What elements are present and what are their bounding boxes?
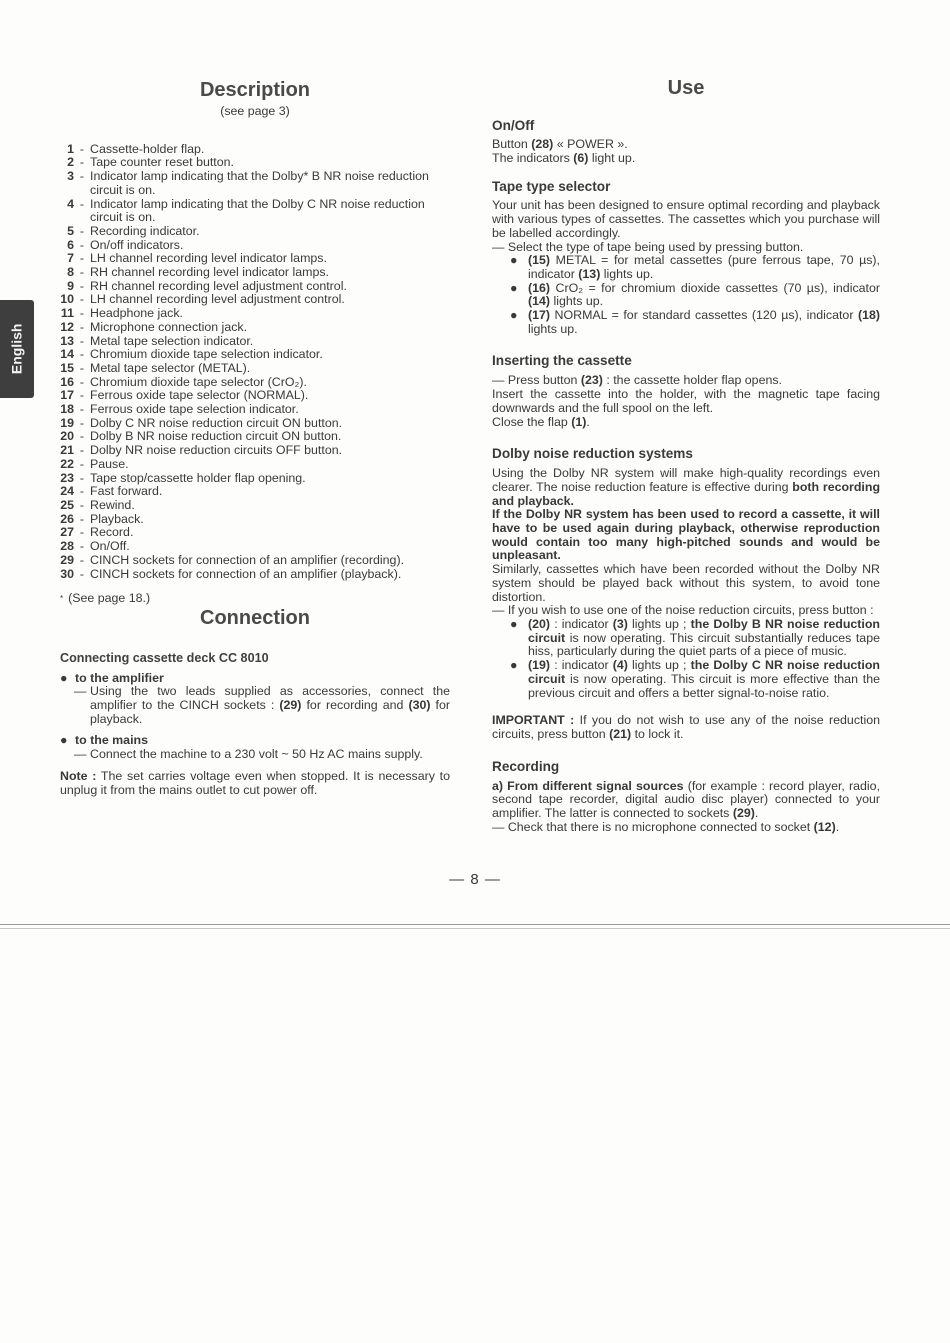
item-number: 6	[67, 237, 74, 252]
item-number: 4	[67, 196, 74, 211]
description-item	[60, 430, 450, 444]
item-text: RH channel recording level adjustment control.	[90, 278, 347, 293]
dolby-p1a: Using the Dolby NR system will make high-quality recordings even clearer. The noise reduction feature is effective during	[492, 466, 880, 494]
description-item	[60, 321, 450, 335]
dolby-important	[492, 714, 880, 741]
item-number: 1	[67, 141, 74, 156]
item-text: Fast forward.	[90, 484, 163, 499]
item-separator: -	[79, 169, 85, 184]
left-column	[60, 78, 450, 797]
page-number: — 8 —	[449, 871, 501, 888]
footnote	[60, 592, 450, 606]
item-separator: -	[79, 470, 85, 485]
bullet-icon: ●	[510, 616, 518, 631]
tape-b1d: lights up.	[600, 266, 654, 281]
use-title: Use	[667, 77, 705, 99]
item-text: Dolby NR noise reduction circuits OFF button.	[90, 443, 343, 458]
item-text: Pause.	[90, 456, 129, 471]
description-item	[60, 362, 450, 376]
item-text: On/off indicators.	[90, 237, 184, 252]
description-item	[60, 568, 450, 582]
dolby-title: Dolby noise reduction systems	[492, 446, 693, 462]
item-separator: -	[79, 251, 85, 266]
onoff-l1b: (28)	[531, 137, 554, 151]
item-text: Tape counter reset button.	[90, 155, 234, 170]
item-text: Headphone jack.	[90, 306, 183, 321]
item-separator: -	[79, 237, 85, 252]
recording-check: — Check that there is no microphone connected to socket (12).	[492, 819, 840, 834]
item-text: Rewind.	[90, 497, 135, 512]
important-a: If you do not wish to use any of the noise reduction circuits, press button	[492, 713, 880, 741]
tape-b1c: (13)	[578, 266, 601, 281]
onoff-title: On/Off	[492, 118, 535, 133]
amplifier-heading-text: to the amplifier	[75, 670, 164, 685]
description-item	[60, 170, 450, 197]
item-number: 19	[60, 415, 74, 430]
tape-b3d: lights up.	[528, 321, 578, 336]
tape-b2b: CrO₂ = for chromium dioxide cassettes (70 µs), indicator	[550, 280, 880, 295]
insert-l1b: (23)	[580, 373, 603, 388]
important-b: (21)	[609, 726, 632, 741]
item-separator: -	[79, 292, 85, 307]
item-separator: -	[79, 566, 85, 581]
item-text: Metal tape selector (METAL).	[90, 360, 251, 375]
amp-text-1: Using the two leads supplied as accessories, connect the amplifier to the CINCH sockets :	[90, 684, 450, 713]
item-separator: -	[79, 456, 85, 471]
item-number: 12	[60, 319, 74, 334]
item-separator: -	[79, 511, 85, 526]
item-text: Record.	[90, 525, 134, 540]
item-number: 29	[60, 552, 74, 567]
insert-l3b: (1)	[571, 414, 587, 429]
item-number: 20	[60, 429, 74, 444]
dolby-b1a: (20)	[528, 616, 551, 631]
item-number: 9	[67, 278, 74, 293]
item-separator: -	[79, 374, 85, 389]
onoff-line-1	[492, 138, 880, 152]
item-number: 2	[67, 155, 74, 170]
description-item	[60, 417, 450, 431]
bullet-icon: ●	[510, 658, 518, 673]
insert-l3a: Close the flap	[492, 414, 572, 429]
description-item	[60, 376, 450, 390]
dash-icon: —	[74, 747, 87, 762]
item-separator: -	[79, 443, 85, 458]
connection-title: Connection	[200, 606, 310, 629]
item-separator: -	[79, 155, 85, 170]
tape-b1a: (15)	[528, 253, 551, 268]
description-item	[60, 348, 450, 362]
item-text: On/Off.	[90, 539, 130, 554]
description-item	[60, 554, 450, 568]
dolby-b-option	[492, 618, 880, 659]
language-tab-label: English	[8, 323, 25, 375]
dolby-p4-text: If you wish to use one of the noise reduction circuits, press button :	[507, 603, 874, 618]
connection-subtitle: Connecting cassette deck CC 8010	[60, 650, 269, 665]
mains-heading-text: to the mains	[75, 733, 148, 748]
item-text: Ferrous oxide tape selection indicator.	[90, 402, 299, 417]
item-text: CINCH sockets for connection of an amplifier (playback).	[90, 566, 402, 581]
recording-check-a: Check that there is no microphone connected to socket	[507, 819, 814, 834]
amplifier-heading	[60, 672, 450, 686]
onoff-l2a: The indicators	[492, 150, 574, 165]
item-number: 22	[60, 456, 74, 471]
description-item	[60, 472, 450, 486]
dolby-b1c: (3)	[612, 616, 628, 631]
recording-sources	[492, 780, 880, 821]
item-separator: -	[79, 429, 85, 444]
amp-text-2: for recording and	[301, 698, 409, 713]
dolby-b1b: : indicator	[550, 616, 613, 631]
recording-a-label: a) From different signal sources	[492, 778, 684, 793]
item-text: Playback.	[90, 511, 144, 526]
insert-l3c: .	[586, 414, 590, 429]
item-separator: -	[79, 402, 85, 417]
item-text: Indicator lamp indicating that the Dolby* B NR noise reduction circuit is on.	[90, 169, 429, 197]
item-number: 21	[60, 443, 74, 458]
dolby-b2b: : indicator	[550, 658, 613, 673]
dolby-p1b: both recording and playback.	[492, 479, 881, 508]
dolby-b2c: (4)	[612, 658, 628, 673]
description-subtitle: (see page 3)	[220, 104, 290, 118]
description-item	[60, 403, 450, 417]
dolby-b2f: is now operating. This circuit is more effective than the previous circuit and offers a better signal-to-noise ratio.	[528, 671, 880, 700]
item-number: 15	[60, 360, 74, 375]
description-title: Description	[199, 79, 311, 101]
item-text: Ferrous oxide tape selector (NORMAL).	[90, 388, 309, 403]
onoff-line-2	[492, 152, 880, 166]
mains-heading	[60, 734, 450, 748]
description-item	[60, 389, 450, 403]
insert-step-2: Insert the cassette into the holder, with the magnetic tape facing downwards and the full spool on the left.	[492, 387, 880, 415]
item-number: 27	[60, 525, 74, 540]
description-item	[60, 239, 450, 253]
dolby-b1d: lights up ;	[627, 616, 691, 631]
dolby-p2: If the Dolby NR system has been used to record a cassette, it will have to be used again during playback, otherwise reproduction would contain too many high-pitched sounds and would be unpleasant.	[492, 507, 880, 563]
item-separator: -	[79, 552, 85, 567]
tape-option-cro2	[492, 282, 880, 309]
description-item	[60, 540, 450, 554]
insert-l1c: : the cassette holder flap opens.	[602, 373, 782, 388]
item-separator: -	[79, 360, 85, 375]
item-text: Dolby B NR noise reduction circuit ON button.	[90, 429, 342, 444]
amplifier-instruction	[60, 685, 450, 726]
insert-step-3	[492, 416, 880, 430]
item-number: 23	[60, 470, 74, 485]
item-text: Metal tape selection indicator.	[90, 333, 254, 348]
item-number: 5	[67, 223, 74, 238]
item-number: 8	[67, 265, 74, 280]
item-text: Dolby C NR noise reduction circuit ON button.	[90, 415, 343, 430]
bullet-icon: ●	[60, 670, 68, 685]
item-text: Chromium dioxide tape selector (CrO₂).	[90, 374, 307, 389]
item-separator: -	[79, 415, 85, 430]
insert-l1a: Press button	[507, 373, 581, 388]
item-number: 10	[60, 292, 74, 307]
item-separator: -	[79, 539, 85, 554]
item-separator: -	[79, 525, 85, 540]
description-item	[60, 225, 450, 239]
item-text: Cassette-holder flap.	[90, 141, 205, 156]
item-number: 30	[60, 566, 74, 581]
item-number: 3	[67, 169, 74, 184]
page-edge-rule-2	[0, 928, 950, 929]
item-number: 17	[60, 388, 74, 403]
important-label: IMPORTANT :	[492, 713, 575, 728]
description-item	[60, 335, 450, 349]
tape-b3b: NORMAL = for standard cassettes (120 µs), indicator	[550, 308, 858, 323]
tape-b2a: (16)	[528, 280, 551, 295]
onoff-l1a: Button	[492, 137, 532, 151]
dash-icon: —	[74, 684, 87, 699]
bullet-icon: ●	[60, 733, 68, 748]
dolby-b2d: lights up ;	[627, 658, 691, 673]
item-text: Microphone connection jack.	[90, 319, 248, 334]
amp-num-2: (30)	[408, 698, 431, 713]
item-separator: -	[79, 388, 85, 403]
footnote-text: (See page 18.)	[68, 591, 151, 606]
description-item	[60, 156, 450, 170]
item-number: 7	[67, 251, 74, 266]
description-item	[60, 198, 450, 225]
bullet-icon: ●	[510, 308, 518, 323]
item-text: RH channel recording level indicator lamps.	[90, 265, 329, 280]
description-item	[60, 252, 450, 266]
tape-b2c: (14)	[528, 294, 551, 309]
item-separator: -	[79, 141, 85, 156]
item-number: 24	[60, 484, 74, 499]
tape-b3c: (18)	[857, 308, 880, 323]
onoff-l1c: « POWER ».	[553, 137, 628, 151]
recording-a-end: .	[754, 806, 759, 821]
item-text: Chromium dioxide tape selection indicator.	[90, 347, 323, 362]
insert-step-1: — Press button (23) : the cassette holder flap opens.	[492, 373, 782, 388]
recording-check-c: .	[835, 819, 840, 834]
tape-select-text: Select the type of tape being used by pressing button.	[507, 239, 804, 254]
item-text: Indicator lamp indicating that the Dolby C NR noise reduction circuit is on.	[90, 196, 425, 225]
item-number: 25	[60, 497, 74, 512]
page-edge-rule	[0, 924, 950, 925]
onoff-l2b: (6)	[573, 150, 589, 165]
description-item	[60, 485, 450, 499]
description-item	[60, 444, 450, 458]
mains-instruction	[60, 748, 450, 762]
tape-option-normal	[492, 309, 880, 336]
amp-text-3: for playback.	[90, 698, 451, 726]
dolby-b2e: the Dolby C NR noise reduction circuit	[528, 658, 880, 686]
dolby-b1f: is now operating. This circuit substantially reduces tape hiss, particularly during the quiet parts of a piece of music.	[528, 630, 880, 659]
description-item	[60, 499, 450, 513]
item-number: 26	[60, 511, 74, 526]
bullet-icon: ●	[510, 253, 518, 268]
dolby-p3: Similarly, cassettes which have been recorded without the Dolby NR system should be played back without this system, to avoid tone distortion.	[492, 562, 880, 604]
tape-b1b: METAL = for metal cassettes (pure ferrous tape, 70 µs), indicator	[528, 253, 880, 281]
description-list	[60, 143, 450, 582]
item-text: Tape stop/cassette holder flap opening.	[90, 470, 306, 485]
note-label: Note :	[60, 768, 97, 783]
recording-check-b: (12)	[813, 819, 836, 834]
item-separator: -	[79, 196, 85, 211]
tape-title: Tape type selector	[492, 179, 611, 195]
item-text: Recording indicator.	[90, 223, 200, 238]
description-item	[60, 307, 450, 321]
dolby-p4: — If you wish to use one of the noise reduction circuits, press button :	[492, 603, 874, 618]
item-number: 14	[60, 347, 74, 362]
tape-select: — Select the type of tape being used by pressing button.	[492, 239, 804, 254]
description-item	[60, 293, 450, 307]
item-text: LH channel recording level adjustment control.	[90, 292, 345, 307]
dolby-c-option	[492, 659, 880, 700]
description-item	[60, 526, 450, 540]
item-separator: -	[79, 319, 85, 334]
item-separator: -	[79, 278, 85, 293]
item-text: CINCH sockets for connection of an amplifier (recording).	[90, 552, 405, 567]
item-number: 16	[60, 374, 74, 389]
insert-title: Inserting the cassette	[492, 353, 632, 369]
item-separator: -	[79, 333, 85, 348]
description-item	[60, 266, 450, 280]
connection-note	[60, 770, 450, 797]
item-separator: -	[79, 347, 85, 362]
dolby-b1e: the Dolby B NR noise reduction circuit	[528, 616, 880, 645]
item-separator: -	[79, 306, 85, 321]
item-number: 13	[60, 333, 74, 348]
right-column	[492, 76, 880, 834]
description-item	[60, 143, 450, 157]
bullet-icon: ●	[510, 280, 518, 295]
item-text: LH channel recording level indicator lamps.	[90, 251, 327, 266]
item-separator: -	[79, 497, 85, 512]
note-text: The set carries voltage even when stopped. It is necessary to unplug it from the mains outlet to cut power off.	[60, 768, 450, 797]
description-item	[60, 513, 450, 527]
description-item	[60, 280, 450, 294]
recording-title: Recording	[492, 758, 560, 774]
description-item	[60, 458, 450, 472]
item-number: 28	[60, 539, 74, 554]
language-tab	[0, 300, 34, 398]
recording-a-num: (29)	[732, 806, 755, 821]
item-separator: -	[79, 484, 85, 499]
tape-option-metal	[492, 254, 880, 281]
item-number: 18	[60, 402, 74, 417]
onoff-l2c: light up.	[588, 150, 636, 165]
item-number: 11	[60, 306, 74, 321]
tape-b2d: lights up.	[550, 294, 604, 309]
asterisk-icon: *	[60, 594, 64, 604]
tape-b3a: (17)	[528, 308, 551, 323]
dolby-p1	[492, 467, 880, 508]
important-c: to lock it.	[631, 726, 684, 741]
item-separator: -	[79, 265, 85, 280]
amp-num-1: (29)	[279, 698, 302, 713]
mains-text: Connect the machine to a 230 volt ~ 50 Hz AC mains supply.	[90, 747, 423, 762]
dolby-b2a: (19)	[528, 658, 551, 673]
item-separator: -	[79, 223, 85, 238]
recording-a-text: (for example : record player, radio, second tape recorder, digital audio disc player) connected to your amplifier. The latter is connected to sockets	[492, 778, 881, 821]
tape-intro: Your unit has been designed to ensure optimal recording and playback with various types of cassettes. The cassettes which you purchase will be labelled accordingly.	[492, 198, 880, 240]
